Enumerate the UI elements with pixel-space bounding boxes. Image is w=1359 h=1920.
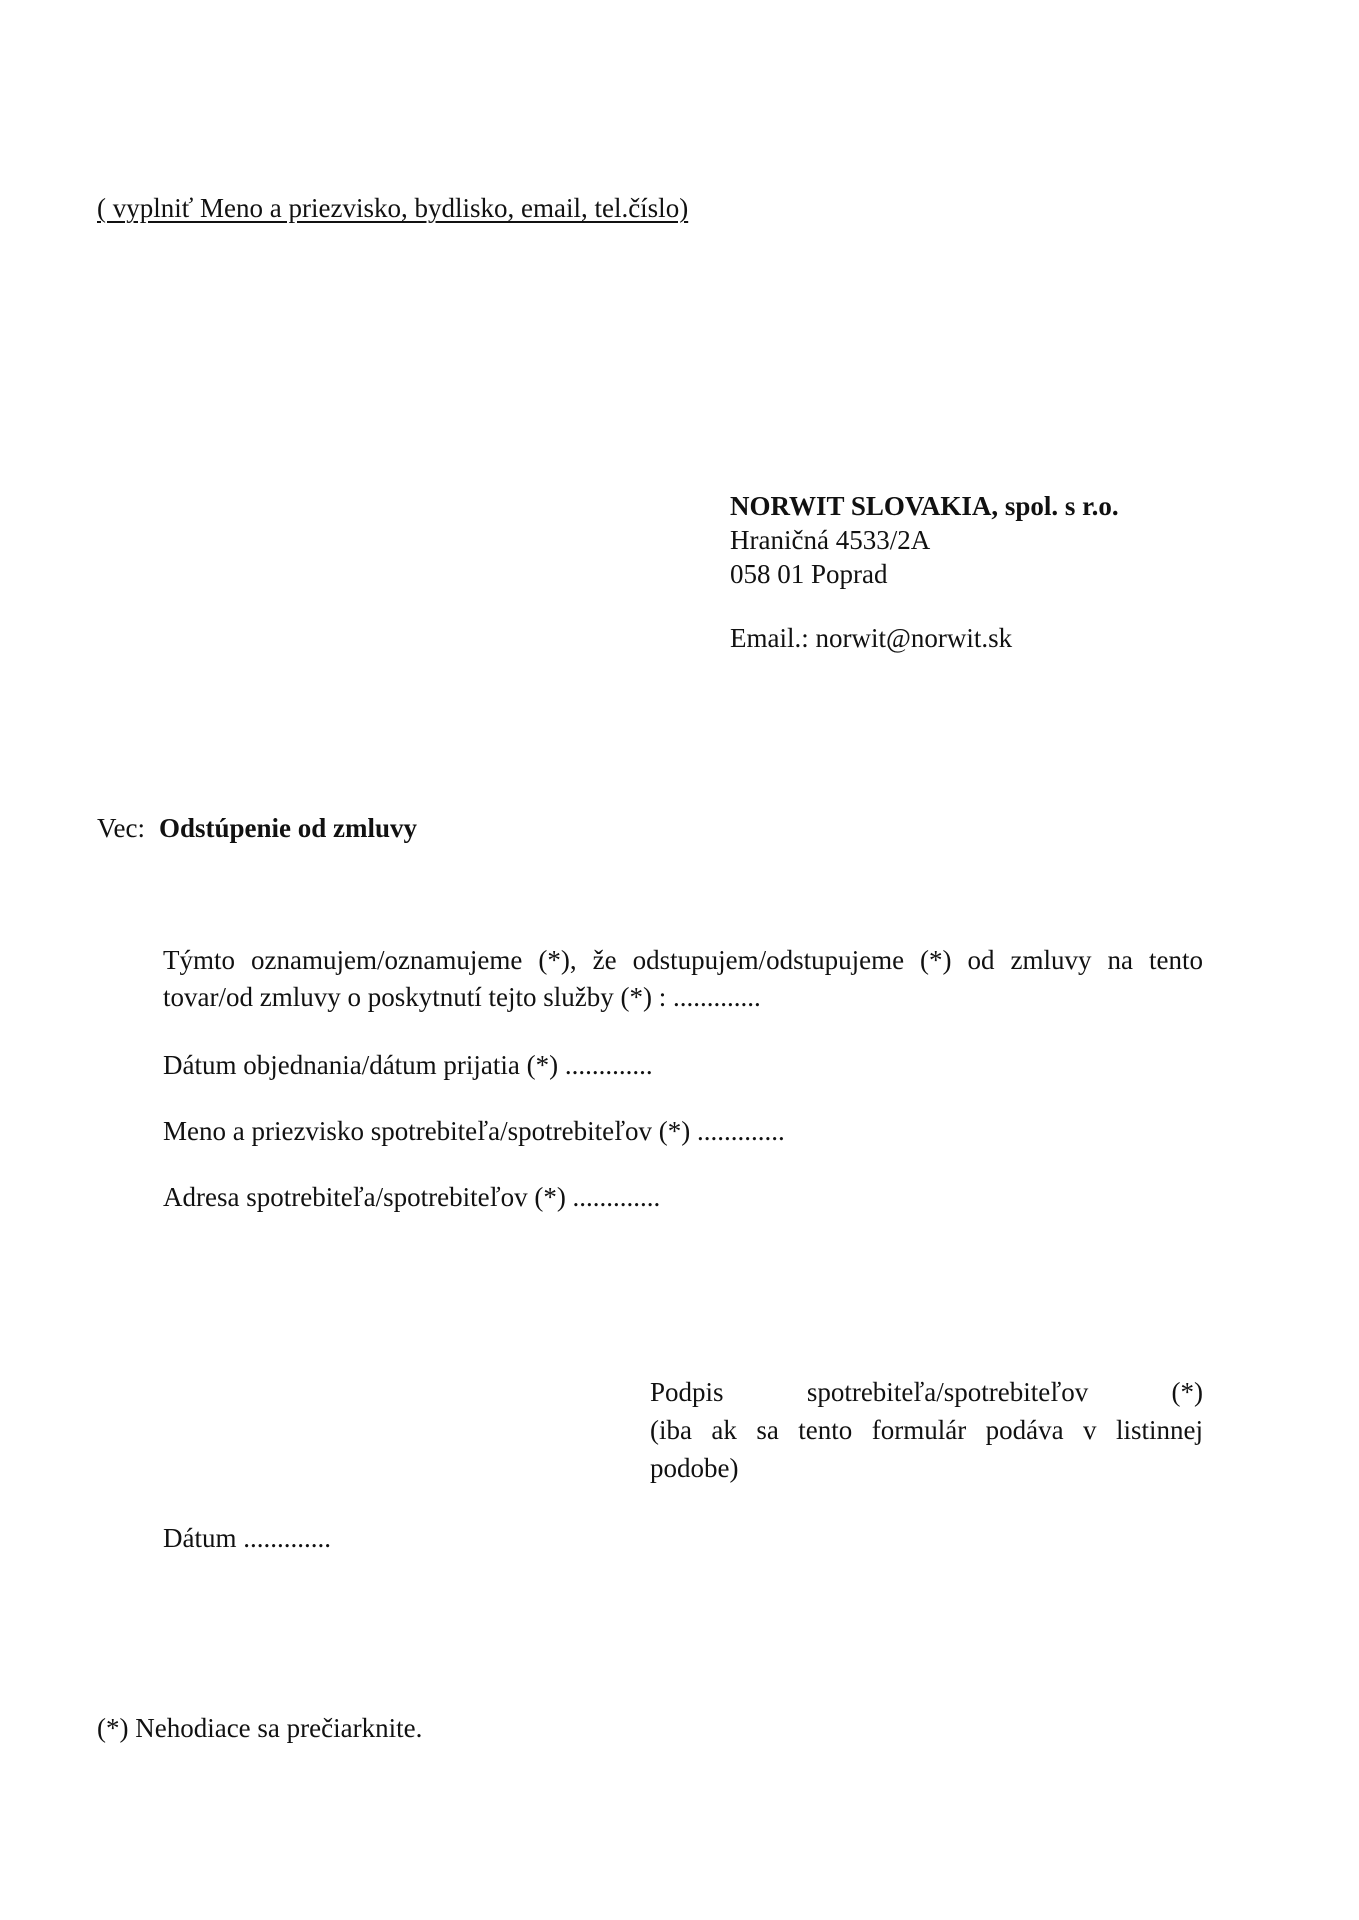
sender-instruction: ( vyplniť Meno a priezvisko, bydlisko, email, tel.číslo) <box>97 193 689 223</box>
date-field: Dátum ............. <box>163 1523 331 1553</box>
signature-block <box>650 1373 1203 1487</box>
signature-consumer: spotrebiteľa/spotrebiteľov <box>806 1377 1089 1407</box>
recipient-address-block <box>730 488 1250 654</box>
signature-asterisk: (*) <box>1171 1377 1203 1407</box>
withdrawal-statement: Týmto oznamujem/oznamujeme (*), že odstupujem/odstupujeme (*) od zmluvy na tento tovar/od zmluvy o poskytnutí tejto služby (*) : ............. <box>163 945 1203 1012</box>
recipient-city: 058 01 Poprad <box>730 559 888 589</box>
signature-first-line <box>650 1373 1203 1411</box>
footnote: (*) Nehodiace sa prečiarknite. <box>97 1713 423 1743</box>
consumer-name-field: Meno a priezvisko spotrebiteľa/spotrebiteľov (*) ............. <box>163 1116 785 1146</box>
recipient-company: NORWIT SLOVAKIA, spol. s r.o. <box>730 491 1119 521</box>
signature-label: Podpis <box>650 1377 724 1407</box>
subject-line <box>97 810 417 848</box>
subject-title: Odstúpenie od zmluvy <box>158 813 418 843</box>
subject-label: Vec: <box>97 813 145 843</box>
order-date-field: Dátum objednania/dátum prijatia (*) ............. <box>163 1050 653 1080</box>
recipient-email: Email.: norwit@norwit.sk <box>730 623 1013 653</box>
recipient-street: Hraničná 4533/2A <box>730 525 931 555</box>
consumer-address-field: Adresa spotrebiteľa/spotrebiteľov (*) ............. <box>163 1182 661 1212</box>
signature-note: (iba ak sa tento formulár podáva v listinnej podobe) <box>650 1415 1203 1483</box>
